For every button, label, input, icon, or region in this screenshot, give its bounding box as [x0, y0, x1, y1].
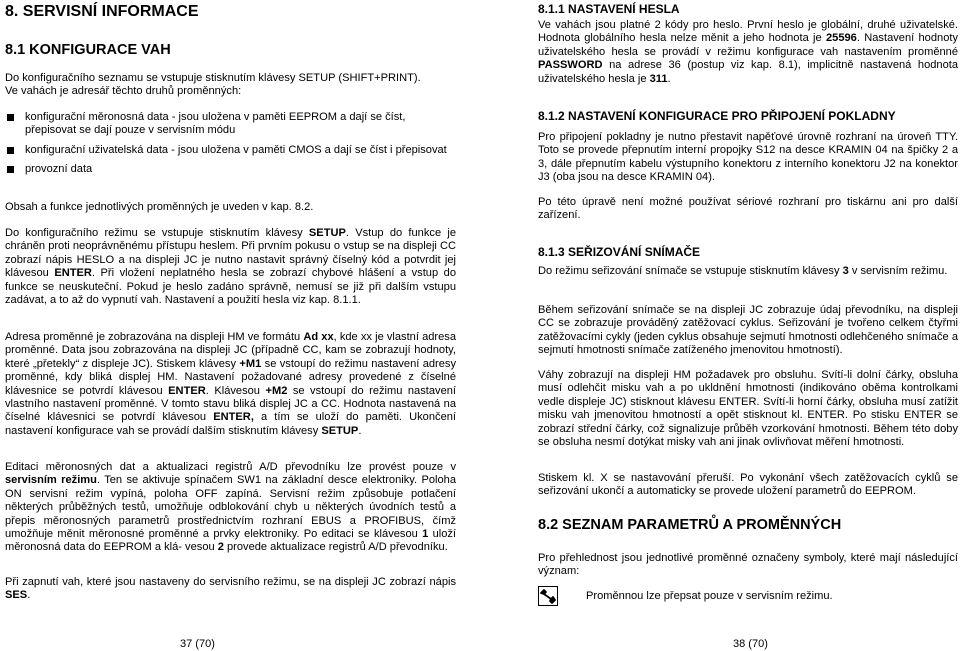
paragraph-813c: Váhy zobrazují na displeji HM požadavek pro obsluhu. Svítí-li dolní čárky, obsluha musí odlehčit misku vah a po ukldnění hmotnosti (indikováno oběma kontrolkami vedle displeje JC) stisknout klávesu ENTER. Svítí-li horní čárky, obsluha musí zatížit misku vah jmenovitou hmotností a opět stisknout kl. ENTER. Po stisku ENTER se zobrazí střední čárky, což signalizuje průběh vzorkování hmotnosti. Během této doby se obsluha nesmí dotýkat misky vah ani jinak ovlivňovat měření hmotnosti.	[538, 369, 958, 449]
chapter-heading: 8. SERVISNÍ INFORMACE	[5, 3, 199, 20]
paragraph-812b: Po této úpravě není možné používat sériové rozhraní pro tiskárnu ani pro další zařízení.	[538, 196, 958, 222]
list-item: konfigurační uživatelská data - jsou uložena v paměti CMOS a dají se číst i přepisovat	[5, 144, 456, 157]
icon-legend-label: Proměnnou lze přepsat pouze v servisním režimu.	[586, 590, 833, 602]
page-number-right: 38 (70)	[733, 638, 768, 650]
paragraph-obsah: Obsah a funkce jednotlivých proměnných je uveden v kap. 8.2.	[5, 201, 314, 213]
subsection-heading-811: 8.1.1 NASTAVENÍ HESLA	[538, 2, 680, 16]
paragraph-address: Adresa proměnné je zobrazována na displeji HM ve formátu Ad xx, kde xx je vlastní adresa proměnné. Data jsou zobrazována na displeji JC (případně CC, kam se zobrazují hodnoty, které „přetekly“ z displeje JC). Stiskem klávesy +M1 se vstoupí do režimu nastavení adresy proměnné, kdy bliká displej HM. Nastavení požadované adresy provedené z číselné klávesnice se potvrdí klávesou ENTER. Klávesou +M2 se vstoupí do režimu nastavení vlastního nastavení proměnné. V tomto stavu bliká displej JC a CC. Hodnota nastavená na číselné klávesnici se potvrdí klávesou ENTER, a tím se uloží do paměti. Ukončení nastavení konfigurace vah se provádí dalším stisknutím klávesy SETUP.	[5, 331, 457, 437]
paragraph-edit: Editaci měronosných dat a aktualizaci registrů A/D převodníku lze provést pouze v servisním režimu. Ten se aktivuje spínačem SW1 na základní desce elektroniky. Poloha ON servisní režim vypíná, poloha OFF zapíná. Servisní režim způsobuje potlačení některých průběžných testů, umožňuje odblokování chyb u některých úvodních testů a přepis měronosných parametrů prostřednictvím rozhraní EBUS a PROFIBUS, čímž umožňuje měnit měronosné proměnné a prvky elektroniky. Po editaci se klávesou 1 uloží měronosná data do EEPROM a klá- vesou 2 provede aktualizace registrů A/D převodníku.	[5, 461, 456, 554]
list-item: konfigurační měronosná data - jsou uložena v paměti EEPROM a dají se číst, přepisovat se dají pouze v servisním módu	[5, 111, 456, 138]
paragraph-setup: Do konfiguračního režimu se vstupuje stisknutím klávesy SETUP. Vstup do funkce je chráněn proti neoprávněnému přístupu heslem. Při prvním pokusu o vstup se na displeji CC zobrazí nápis HESLO a na displeji JC je nutno nastavit správný číselný kód a potvrdit jej klávesou ENTER. Při vložení neplatného hesla se zobrazí chybové hlášení a vstup do funkce se neuskuteční. Pokud je heslo zadáno správně, nemusí se již při dalším vstupu zadávat, a to až do vypnutí vah. Nastavení a použití hesla viz kap. 8.1.1.	[5, 227, 456, 307]
section-heading-82: 8.2 SEZNAM PARAMETRŮ A PROMĚNNÝCH	[538, 517, 842, 533]
subsection-heading-813: 8.1.3 SEŘIZOVÁNÍ SNÍMAČE	[538, 245, 701, 259]
paragraph-812: Pro připojení pokladny je nutno přestavit napěťové úrovně rozhraní na úroveň TTY. Toto se provede přepnutím interní propojky S12 na desce KRAMIN 04 na špičky 2 a 3, dále přepnutím kabelu výstupního konektoru z interního konektoru J2 na konektor J3 (oba jsou na desce KRAMIN 04).	[538, 131, 958, 184]
paragraph-zapnuti: Při zapnutí vah, které jsou nastaveny do servisního režimu, se na displeji JC zobrazí nápis SES.	[5, 576, 456, 602]
paragraph-813d: Stiskem kl. X se nastavování přeruší. Po vykonání všech zatěžovacích cyklů se seřizování ukončí a automaticky se provede uložení parametrů do EEPROM.	[538, 472, 958, 498]
paragraph-813b: Během seřizování snímače se na displeji JC zobrazuje údaj převodníku, na displeji CC se zobrazuje prováděný zatěžovací cyklus. Seřizování je tvořeno celkem čtyřmi zatěžovacími cykly (jeden cyklus obsahuje sejmutí hmotnosti odlehčeného snímače a sejmutí hmotnosti snímače zatíženého jmenovitou hmotností).	[538, 304, 958, 357]
wrench-icon	[538, 586, 558, 606]
list-item: provozní data	[5, 163, 456, 176]
intro-line-1: Do konfiguračního seznamu se vstupuje stisknutím klávesy SETUP (SHIFT+PRINT).	[5, 72, 421, 84]
subsection-heading-812: 8.1.2 NASTAVENÍ KONFIGURACE PRO PŘIPOJENÍ POKLADNY	[538, 109, 896, 123]
paragraph-813: Do režimu seřizování snímače se vstupuje stisknutím klávesy 3 v servisním režimu.	[538, 265, 948, 277]
paragraph-82: Pro přehlednost jsou jednotlivé proměnné označeny symboly, které mají následující význam:	[538, 552, 958, 578]
paragraph-811: Ve vahách jsou platné 2 kódy pro heslo. První heslo je globální, druhé uživatelské. Hodnota globálního hesla nelze měnit a jeho hodnota je 25596. Nastavení hodnoty uživatelského hesla se provádí v režimu konfigurace vah nastavením proměnné PASSWORD na adrese 36 (postup viz kap. 8.1), implicitně nastavená hodnota uživatelského hesla je 311.	[538, 19, 958, 85]
intro-line-2: Ve vahách je adresář těchto druhů proměnných:	[5, 85, 242, 98]
section-heading: 8.1 KONFIGURACE VAH	[5, 42, 171, 58]
variable-types-list	[5, 111, 456, 177]
page-number-left: 37 (70)	[180, 638, 215, 650]
